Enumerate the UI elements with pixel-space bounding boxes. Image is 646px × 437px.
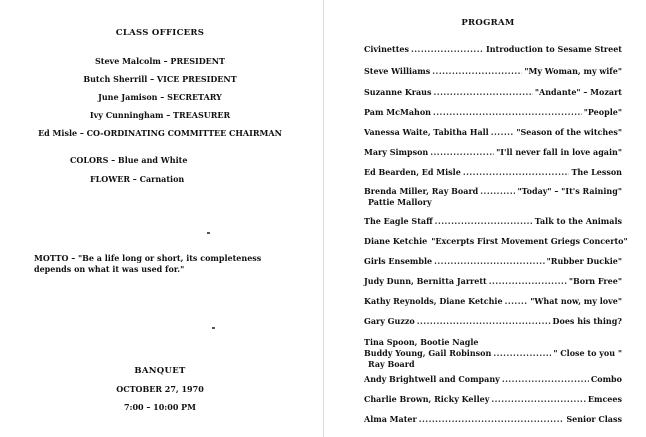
program-item-piece: Emcees (587, 394, 622, 404)
program-item-piece: "My Woman, my wife" (524, 66, 622, 76)
program-item-performer: Civinettes (364, 44, 409, 54)
program-item (364, 44, 622, 54)
program-item-piece: "I'll never fall in love again" (496, 147, 622, 157)
dot-leader (419, 414, 565, 424)
officer-treasurer: Ivy Cunningham – TREASURER (89, 110, 231, 120)
dot-leader (433, 107, 582, 117)
page-fold (323, 0, 324, 437)
program-item-piece: Introduction to Sesame Street (485, 44, 622, 54)
class-officers-title: CLASS OFFICERS (115, 28, 205, 38)
program-title: PROGRAM (461, 18, 515, 28)
dot-leader (493, 348, 551, 358)
program-item (364, 147, 622, 157)
program-item-performer: Judy Dunn, Bernitta Jarrett (364, 276, 487, 286)
program-item-piece: "Rubber Duckie" (546, 256, 622, 266)
program-item (364, 167, 622, 177)
dot-leader (463, 167, 570, 177)
class-flower: FLOWER – Carnation (90, 174, 185, 184)
program-item-performer: Ed Bearden, Ed Misle (364, 167, 461, 177)
program-item-performers-line: Tina Spoon, Bootie Nagle (364, 337, 479, 347)
program-item-performer: Mary Simpson (364, 147, 429, 157)
dot-leader (491, 127, 515, 137)
program-item-performer: Brenda Miller, Ray Board (364, 186, 479, 196)
officer-secretary: June Jamison – SECRETARY (98, 92, 222, 102)
program-item-piece: Talk to the Animals (534, 216, 622, 226)
program-item (364, 276, 622, 286)
banquet-date: OCTOBER 27, 1970 (116, 384, 204, 394)
dot-leader (491, 394, 586, 404)
program-item-piece: Combo (590, 374, 622, 384)
class-colors: COLORS – Blue and White (70, 155, 188, 165)
program-item-piece: "Andante" – Mozart (534, 87, 622, 97)
program-item (364, 374, 622, 384)
program-item-piece: "Season of the witches" (516, 127, 622, 137)
program-item-piece: The Lesson (571, 167, 622, 177)
dot-leader (435, 216, 533, 226)
program-item (364, 186, 622, 196)
program-item-piece: "People" (583, 107, 622, 117)
dot-leader (505, 296, 529, 306)
dot-leader (430, 147, 494, 157)
print-speck (207, 232, 210, 234)
program-item-piece: " Close to you " (553, 348, 622, 358)
program-item (364, 236, 628, 246)
program-item (364, 216, 622, 226)
program-item (364, 414, 622, 424)
program-item (364, 296, 622, 306)
program-item-performer: The Eagle Staff (364, 216, 433, 226)
class-motto: MOTTO – "Be a life long or short, its completeness depends on what it was used for." (34, 253, 262, 274)
program-item-performer: Charlie Brown, Ricky Kelley (364, 394, 490, 404)
program-item (364, 127, 622, 137)
program-item-performer: Vanessa Waite, Tabitha Hall (364, 127, 489, 137)
print-speck (212, 327, 215, 329)
program-item-performer: Steve Williams (364, 66, 431, 76)
banquet-title: BANQUET (134, 366, 186, 376)
program-item (364, 66, 622, 76)
program-item-piece: Does his thing? (552, 316, 622, 326)
class-officers-panel (0, 0, 320, 437)
dot-leader (480, 186, 515, 196)
dot-leader (434, 87, 533, 97)
program-item-piece: "What now, my love" (530, 296, 622, 306)
program-panel (330, 0, 646, 437)
dot-leader (417, 316, 551, 326)
program-item-extra-performer: Pattie Mallory (368, 197, 432, 207)
dot-leader (489, 276, 567, 286)
program-item-performer: Pam McMahon (364, 107, 431, 117)
dot-leader (432, 66, 522, 76)
dot-leader (502, 374, 589, 384)
program-item-performer: Alma Mater (364, 414, 417, 424)
officer-president: Steve Malcolm – PRESIDENT (94, 56, 226, 66)
program-item-performer: Diane Ketchie (364, 236, 428, 246)
program-item-piece: "Born Free" (568, 276, 622, 286)
program-item-performer: Suzanne Kraus (364, 87, 432, 97)
program-item (364, 348, 622, 358)
program-item-extra-performer: Ray Board (368, 359, 415, 369)
dot-leader (411, 44, 484, 54)
program-item (364, 87, 622, 97)
program-item-performer: Andy Brightwell and Company (364, 374, 500, 384)
program-item-performer: Kathy Reynolds, Diane Ketchie (364, 296, 503, 306)
program-item (364, 316, 622, 326)
banquet-time: 7:00 – 10:00 PM (123, 402, 197, 412)
program-item-performer: Girls Ensemble (364, 256, 433, 266)
program-item (364, 256, 622, 266)
officer-vice-president: Butch Sherrill – VICE PRESIDENT (83, 74, 237, 84)
officer-committee-chairman: Ed Misle – CO-ORDINATING COMMITTEE CHAIRMAN (38, 128, 282, 138)
program-item-piece: "Today" – "It's Raining" (517, 186, 622, 196)
dot-leader (434, 256, 545, 266)
program-item-piece: Senior Class (566, 414, 622, 424)
program-item (364, 107, 622, 117)
program-item-piece: "Excerpts First Movement Griegs Concerto" (431, 236, 628, 246)
program-item-performer: Buddy Young, Gail Robinson (364, 348, 492, 358)
program-item-performer: Gary Guzzo (364, 316, 415, 326)
program-item (364, 394, 622, 404)
